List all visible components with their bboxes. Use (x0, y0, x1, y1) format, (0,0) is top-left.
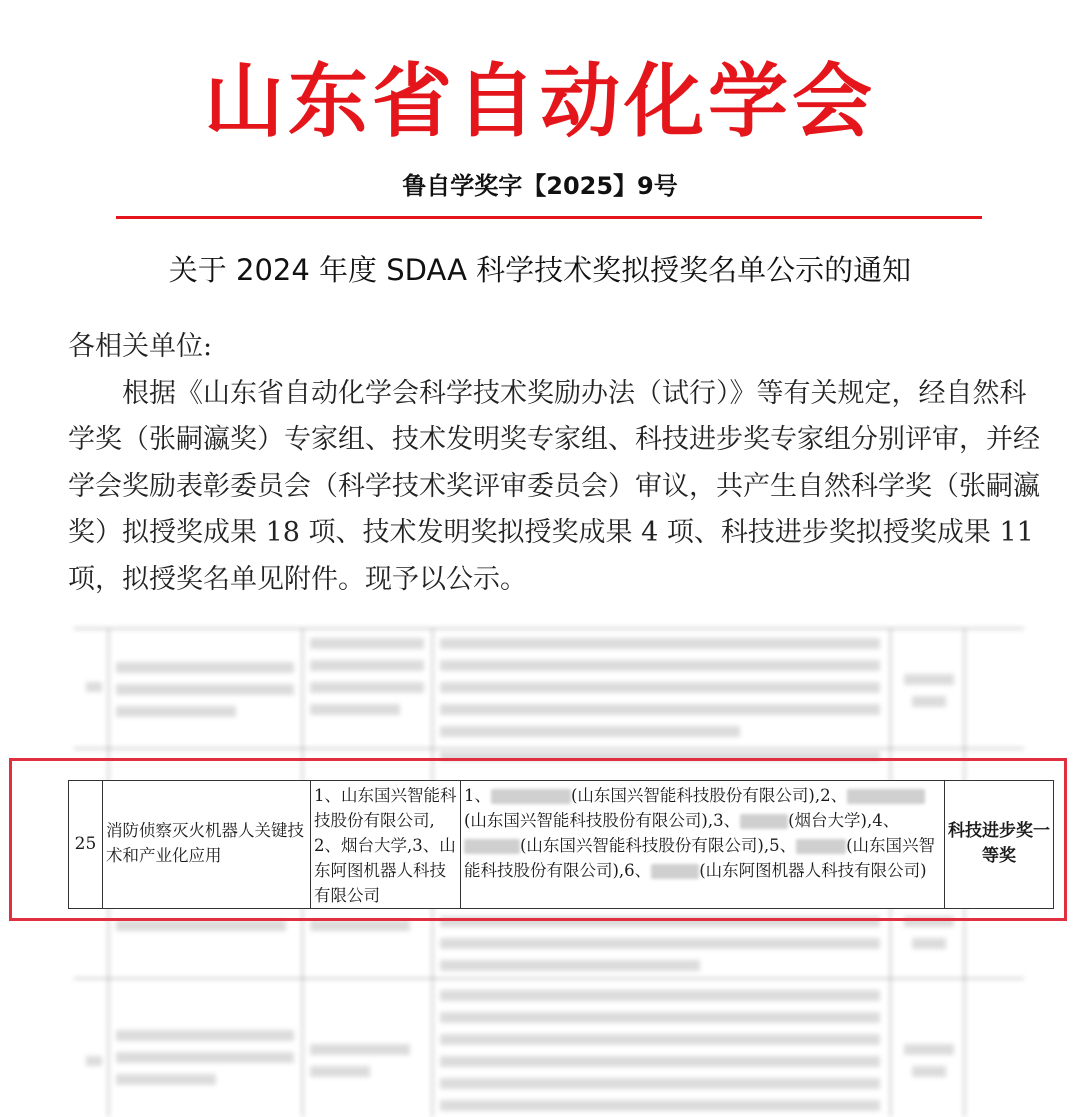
names-part-2: (山东国兴智能科技股份有限公司),2、 (571, 786, 848, 805)
salutation: 各相关单位: (68, 331, 213, 362)
names-part-3: (山东国兴智能科技股份有限公司),3、 (464, 811, 741, 830)
names-part-4: (烟台大学),4、 (788, 811, 900, 830)
notice-paragraph: 根据《山东省自动化学会科学技术奖励办法（试行）》等有关规定，经自然科学奖（张嗣瀛奖）专家组、技术发明奖专家组、科技进步奖专家组分别评审，并经学会奖励表彰委员会（科学技术奖评审委员会）审议，共产生自然科学奖（张嗣瀛奖）拟授奖成果 18 项、技术发明奖拟授奖成果 4 项、科技进步奖拟授奖成果 11 项，拟授奖名单见附件。现予以公示。 (68, 377, 1040, 595)
completing-units: 1、山东国兴智能科技股份有限公司,2、烟台大学,3、山东阿图机器人科技有限公司 (311, 781, 461, 908)
highlight-frame (9, 758, 1067, 921)
project-name: 消防侦察灭火机器人关键技术和产业化应用 (103, 781, 311, 908)
names-part-7: (山东阿图机器人科技有限公司) (699, 861, 927, 880)
notice-title: 关于 2024 年度 SDAA 科学技术奖拟授奖名单公示的通知 (168, 253, 912, 287)
document-number: 鲁自学奖字【2025】9号 (402, 172, 678, 200)
names-part-6: (山东国兴智能科技股份有限公司),6、 (464, 836, 936, 880)
award-level: 科技进步奖一等奖 (948, 821, 1050, 866)
red-divider (116, 216, 982, 219)
names-part-1: 1、 (464, 786, 491, 805)
org-title: 山东省自动化学会 (204, 55, 876, 148)
notice-body (68, 324, 1048, 603)
row-index: 25 (69, 781, 103, 908)
names-part-5: (山东国兴智能科技股份有限公司),5、 (520, 836, 797, 855)
